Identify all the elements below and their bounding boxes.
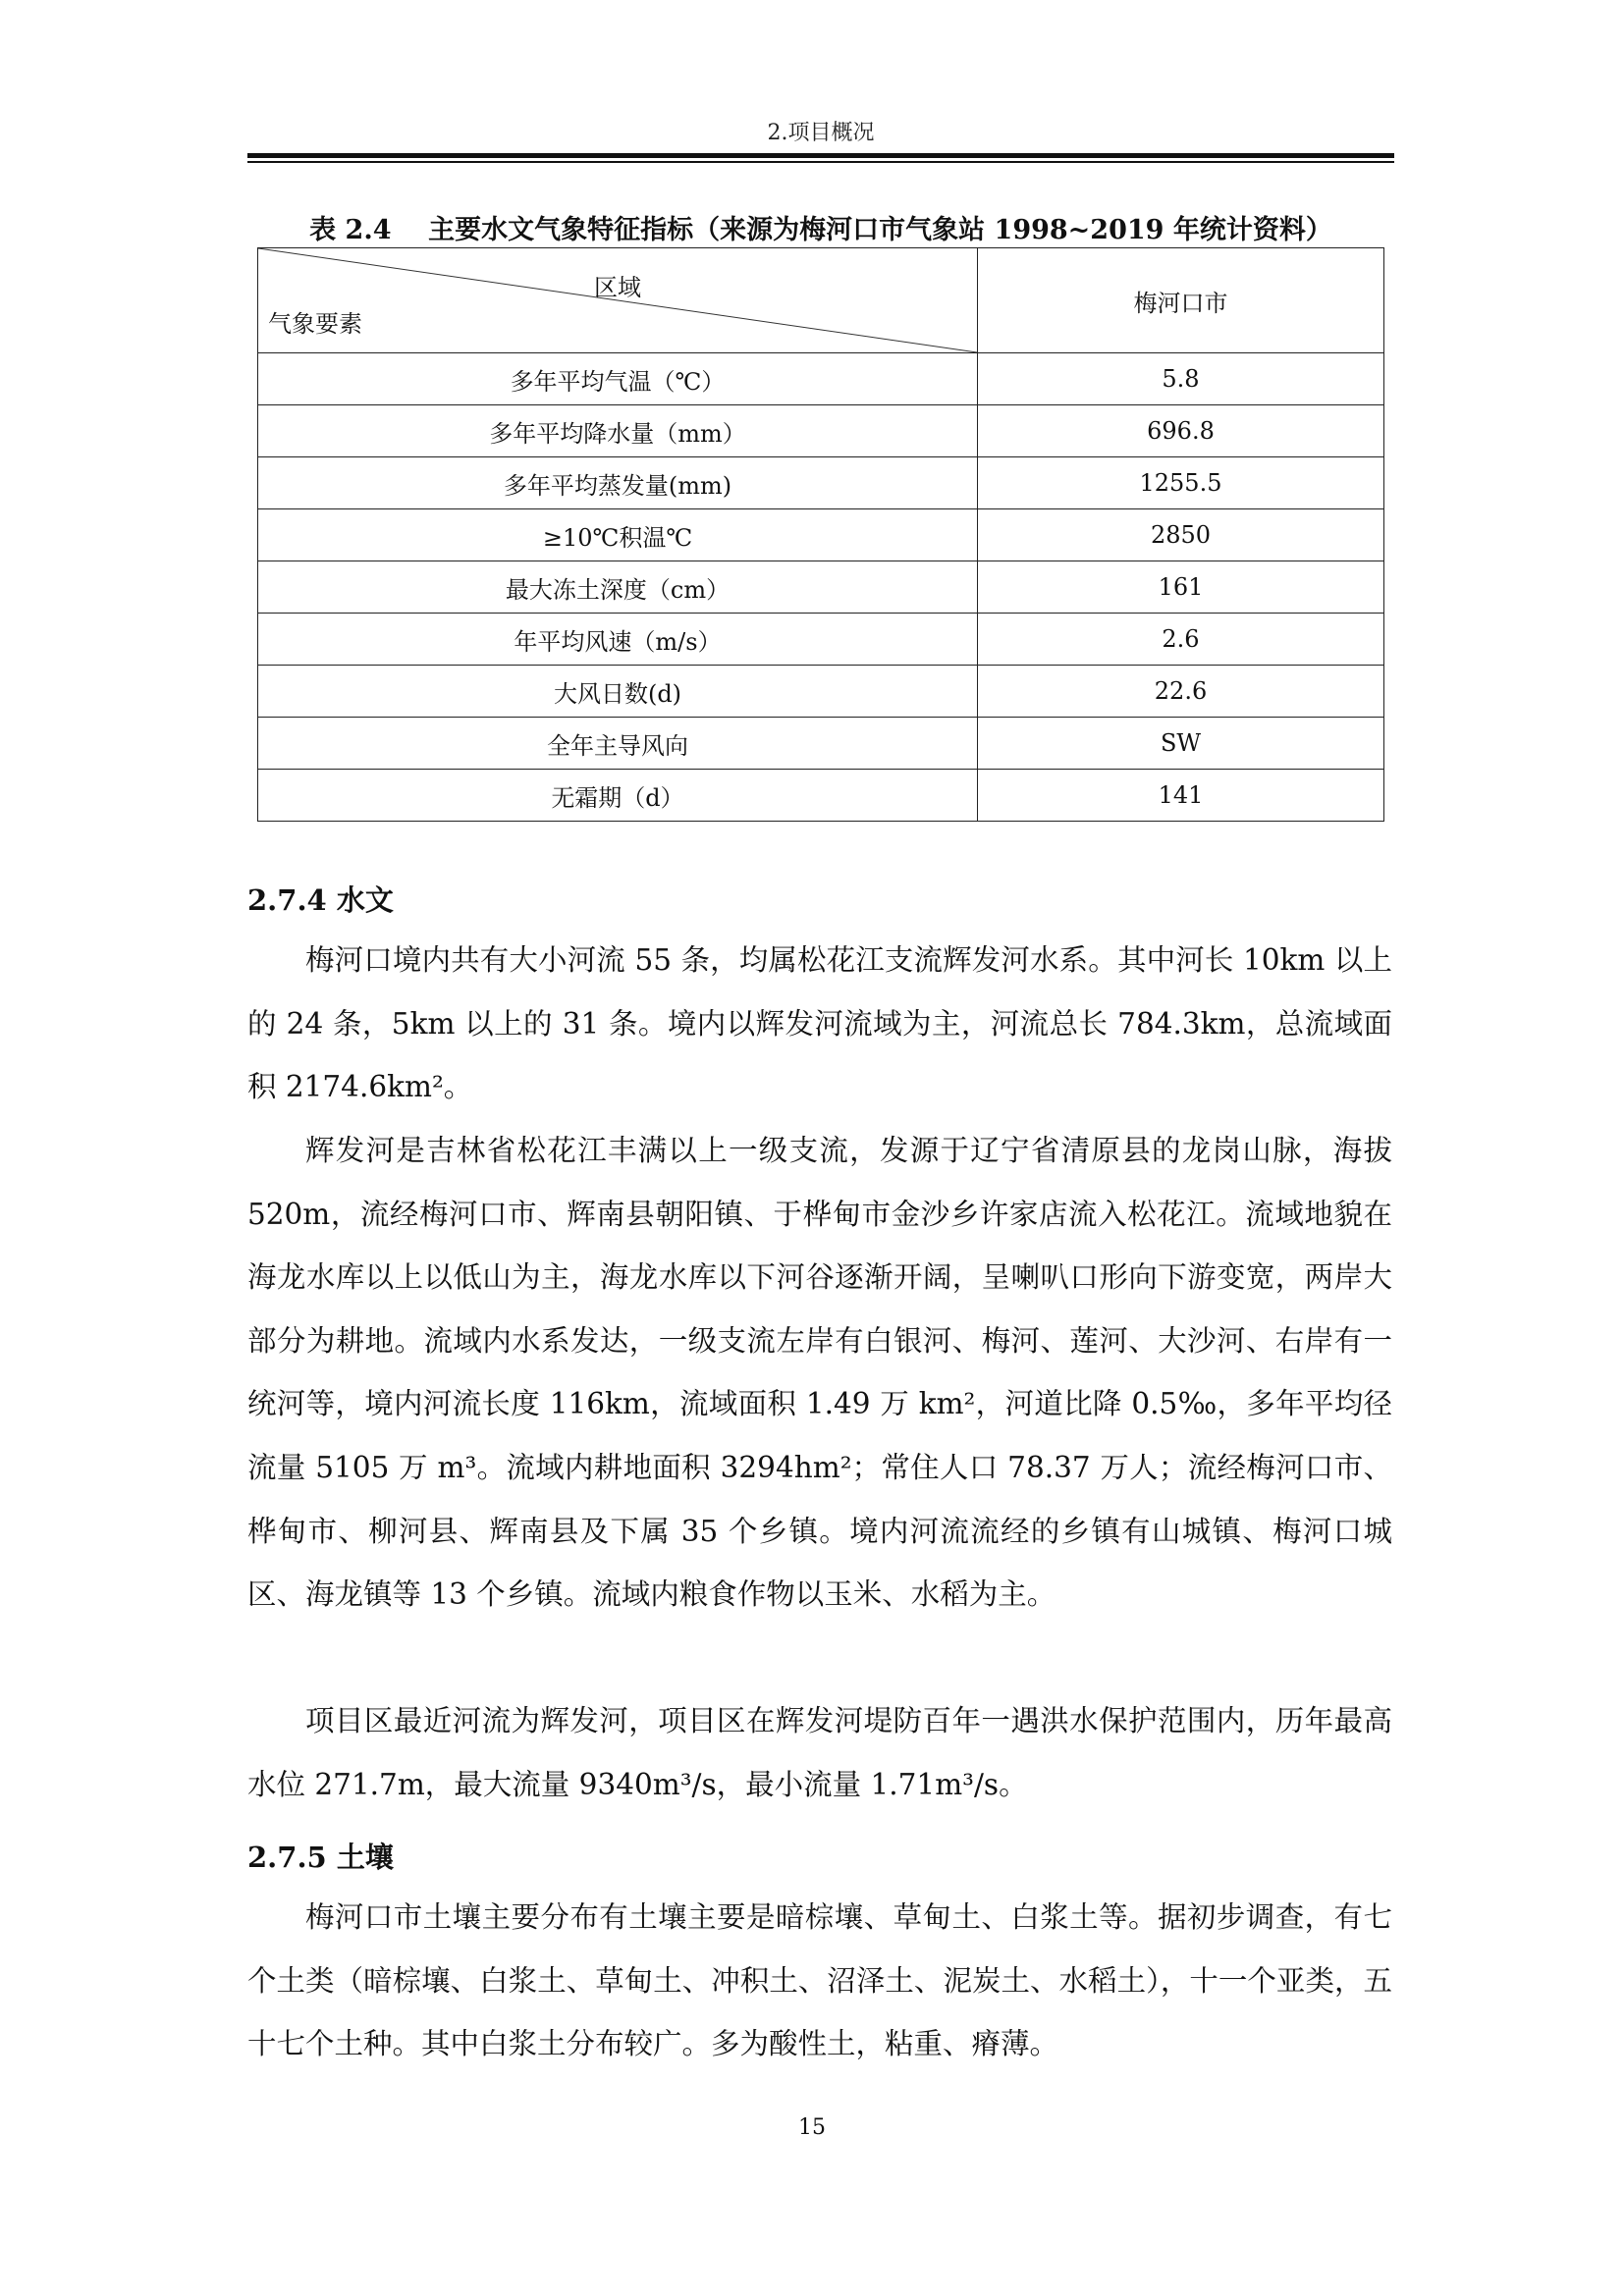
row-label: 多年平均蒸发量(mm) <box>258 457 978 509</box>
row-label: 年平均风速（m/s） <box>258 614 978 666</box>
row-label: 无霜期（d） <box>258 770 978 822</box>
row-value: SW <box>978 718 1384 770</box>
table-corner-cell <box>258 248 978 353</box>
header-rule-thin <box>247 161 1394 163</box>
hydrology-paragraph-1: 梅河口境内共有大小河流 55 条，均属松花江支流辉发河水系。其中河长 10km 以上的 24 条，5km 以上的 31 条。境内以辉发河流域为主，河流总长 784.3km，总流域面积 2174.6km²。 <box>247 943 1392 1104</box>
row-value: 5.8 <box>978 353 1384 405</box>
row-label: 大风日数(d) <box>258 666 978 718</box>
table-row <box>258 614 1384 666</box>
table-row <box>258 353 1384 405</box>
row-label: 多年平均降水量（mm） <box>258 405 978 457</box>
corner-top-label: 区域 <box>594 274 641 301</box>
hydrology-paragraph-2: 辉发河是吉林省松花江丰满以上一级支流，发源于辽宁省清原县的龙岗山脉，海拔 520m，流经梅河口市、辉南县朝阳镇、于桦甸市金沙乡许家店流入松花江。流域地貌在海龙水库以上以低山为主，海龙水库以下河谷逐渐开阔，呈喇叭口形向下游变宽，两岸大部分为耕地。流域内水系发达，一级支流左岸有白银河、梅河、莲河、大沙河、右岸有一统河等，境内河流长度 116km，流域面积 1.49 万 km²，河道比降 0.5‰，多年平均径流量 5105 万 m³。流域内耕地面积 3294hm²；常住人口 78.37 万人；流经梅河口市、桦甸市、柳河县、辉南县及下属 35 个乡镇。境内河流流经的乡镇有山城镇、梅河口城区、海龙镇等 13 个乡镇。流域内粮食作物以玉米、水稻为主。 <box>247 1134 1392 1612</box>
soil-paragraph-1: 梅河口市土壤主要分布有土壤主要是暗棕壤、草甸土、白浆土等。据初步调查，有七个土类（暗棕壤、白浆土、草甸土、冲积土、沼泽土、泥炭土、水稻土），十一个亚类，五十七个土种。其中白浆土分布较广。多为酸性土，粘重、瘠薄。 <box>247 1900 1392 2061</box>
row-label: ≥10℃积温℃ <box>258 509 978 561</box>
section-heading-soil: 2.7.5 土壤 <box>247 1841 394 1874</box>
row-value: 696.8 <box>978 405 1384 457</box>
table-row <box>258 457 1384 509</box>
row-value: 161 <box>978 561 1384 614</box>
section-heading-hydrology: 2.7.4 水文 <box>247 883 394 917</box>
table-row <box>258 770 1384 822</box>
header-rule-thick <box>247 153 1394 158</box>
row-value: 1255.5 <box>978 457 1384 509</box>
table-row <box>258 509 1384 561</box>
region-header-cell: 梅河口市 <box>978 248 1384 353</box>
corner-bottom-label: 气象要素 <box>268 310 362 338</box>
table-row <box>258 666 1384 718</box>
table-row <box>258 561 1384 614</box>
page-number: 15 <box>798 2115 826 2140</box>
row-value: 2850 <box>978 509 1384 561</box>
row-value: 2.6 <box>978 614 1384 666</box>
table-row <box>258 718 1384 770</box>
table-header-row <box>258 248 1384 353</box>
row-value: 141 <box>978 770 1384 822</box>
hydrology-paragraph-3: 项目区最近河流为辉发河，项目区在辉发河堤防百年一遇洪水保护范围内，历年最高水位 271.7m，最大流量 9340m³/s，最小流量 1.71m³/s。 <box>247 1704 1392 1801</box>
row-label: 全年主导风向 <box>258 718 978 770</box>
meteorology-table <box>257 247 1384 822</box>
table-caption: 表 2.4 主要水文气象特征指标（来源为梅河口市气象站 1998~2019 年统计资料） <box>309 215 1332 245</box>
row-label: 多年平均气温（℃） <box>258 353 978 405</box>
row-label: 最大冻土深度（cm） <box>258 561 978 614</box>
running-header: 2.项目概况 <box>767 121 875 145</box>
row-value: 22.6 <box>978 666 1384 718</box>
table-row <box>258 405 1384 457</box>
